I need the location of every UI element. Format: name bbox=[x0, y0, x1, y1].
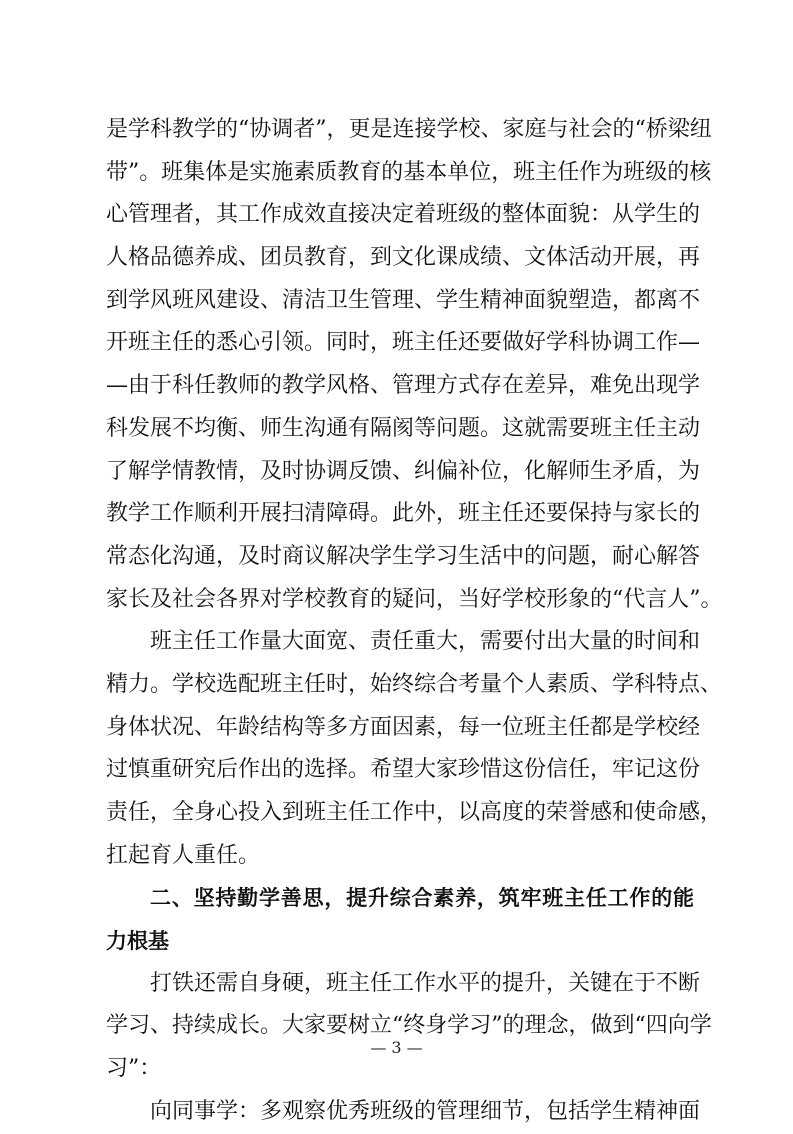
paragraph-start-line: 班主任工作量大面宽、责任重大，需要付出大量的时间和 bbox=[150, 629, 701, 655]
text-line: 了解学情教情，及时协调反馈、纠偏补位，化解师生矛盾，为 bbox=[106, 458, 701, 484]
text-line: 学习、持续成长。大家要树立“终身学习”的理念，做到“四向学 bbox=[106, 1013, 712, 1039]
text-line: 带”。班集体是实施素质教育的基本单位，班主任作为班级的核 bbox=[106, 159, 712, 185]
text-line: 扛起育人重任。 bbox=[106, 842, 261, 868]
text-line: 教学工作顺利开展扫清障碍。此外，班主任还要保持与家长的 bbox=[106, 501, 701, 527]
text-line: 常态化沟通，及时商议解决学生学习生活中的问题，耐心解答 bbox=[106, 543, 701, 569]
text-line: 身体状况、年龄结构等多方面因素，每一位班主任都是学校经 bbox=[106, 714, 701, 740]
paragraph-start-line: 向同事学：多观察优秀班级的管理细节，包括学生精神面 bbox=[150, 1098, 701, 1124]
text-line: 人格品德养成、团员教育，到文化课成绩、文体活动开展，再 bbox=[106, 245, 701, 271]
text-line: 精力。学校选配班主任时，始终综合考量个人素质、学科特点、 bbox=[106, 671, 723, 697]
text-line: 过慎重研究后作出的选择。希望大家珍惜这份信任，牢记这份 bbox=[106, 757, 701, 783]
body-text bbox=[106, 109, 723, 1134]
section-heading-line: 力根基 bbox=[106, 929, 169, 954]
paragraph-start-line: 打铁还需自身硬，班主任工作水平的提升，关键在于不断 bbox=[150, 970, 701, 996]
text-line: 科发展不均衡、师生沟通有隔阂等问题。这就需要班主任主动 bbox=[106, 415, 701, 441]
text-line: 心管理者，其工作成效直接决定着班级的整体面貌：从学生的 bbox=[106, 202, 701, 228]
page-number: — 3 — bbox=[370, 1038, 423, 1057]
text-line: 家长及社会各界对学校教育的疑问，当好学校形象的“代言人”。 bbox=[106, 586, 723, 612]
text-line: 习”： bbox=[106, 1056, 162, 1082]
text-line: 到学风班风建设、清洁卫生管理、学生精神面貌塑造，都离不 bbox=[106, 287, 701, 313]
text-line: 开班主任的悉心引领。同时，班主任还要做好学科协调工作— bbox=[106, 330, 701, 356]
section-heading-line: 二、坚持勤学善思，提升综合素养，筑牢班主任工作的能 bbox=[150, 886, 694, 911]
text-line: 责任，全身心投入到班主任工作中，以高度的荣誉感和使命感， bbox=[106, 800, 723, 825]
text-line: 是学科教学的“协调者”，更是连接学校、家庭与社会的“桥梁纽 bbox=[106, 117, 712, 142]
text-line: —由于科任教师的教学风格、管理方式存在差异，难免出现学 bbox=[106, 373, 701, 399]
